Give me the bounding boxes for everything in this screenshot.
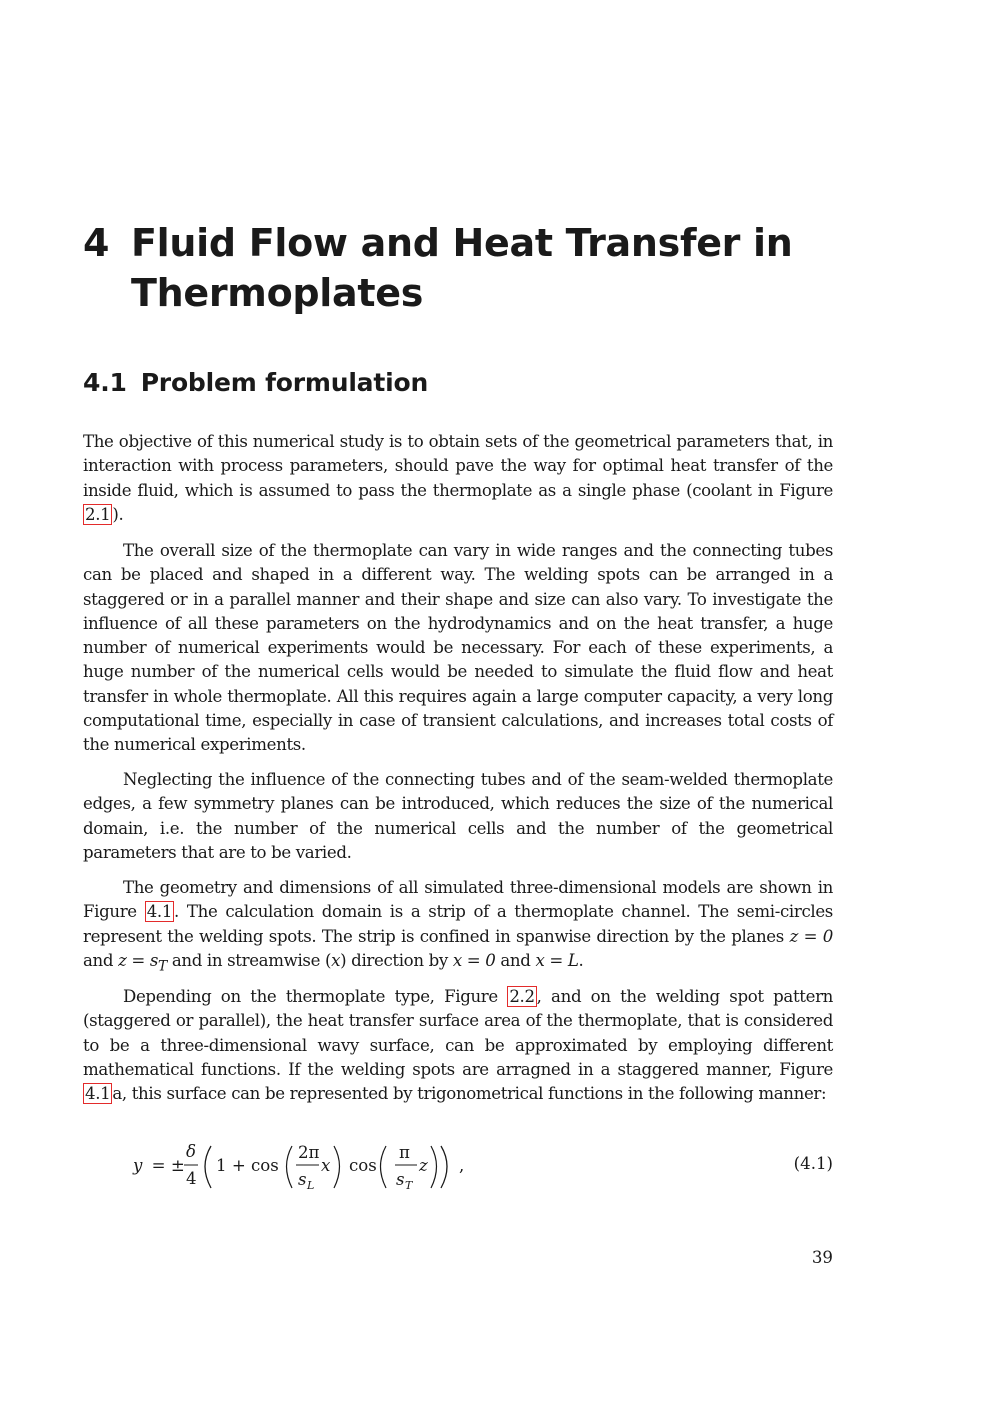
math-inline: z = s: [118, 950, 159, 970]
chapter-number: 4: [83, 221, 110, 265]
eq-four: 4: [186, 1169, 197, 1188]
eq-two-pi: 2π: [298, 1143, 320, 1162]
eq-pi: π: [399, 1143, 410, 1162]
paragraph-text: The geometry and dimensions of all simulated three-dimensional models are shown in Figure: [83, 878, 833, 922]
eq-right-paren: [431, 1146, 437, 1188]
paragraph-overall-size: [83, 539, 833, 758]
math-inline: x = 0: [452, 950, 496, 970]
math-inline: z = 0: [789, 926, 833, 946]
paragraph-text: ).: [112, 504, 124, 524]
figure-ref-4-1[interactable]: 4.1: [146, 902, 173, 922]
figure-ref-4-1a[interactable]: 4.1: [85, 1084, 111, 1104]
paragraph-text: ) direction by: [340, 950, 453, 970]
paragraph-symmetry: [83, 768, 833, 865]
eq-right-paren: [334, 1146, 340, 1188]
paragraph-text: The objective of this numerical study is to obtain sets of the geometrical parameters that, in interaction with process parameters, should pave the way for optimal heat transfer of the inside fluid, which is assumed to pass the thermoplate as a single phase (coolant in Figure: [83, 432, 833, 500]
paragraph-text: Neglecting the influence of the connecting tubes and of the seam-welded thermoplate edges, a few symmetry planes can be introduced, which reduces the size of the numerical domain, i.e. the number of the numerical cells and the number of the geometrical parameters that are to be varied.: [83, 770, 833, 862]
eq-one-plus-cos: 1 + cos: [216, 1156, 279, 1175]
section-heading: [83, 365, 843, 401]
paragraph-text: Depending on the thermoplate type, Figure: [123, 987, 508, 1006]
eq-delta: δ: [186, 1142, 196, 1161]
paragraph-geometry: [83, 876, 833, 979]
paragraph-text: and: [495, 950, 536, 970]
eq-left-paren: [287, 1146, 293, 1188]
section-title: Problem formulation: [140, 368, 429, 397]
paragraph-text: . The calculation domain is a strip of a thermoplate channel. The semi-circles represent the welding spots. The strip is confined in spanwise direction by the planes: [83, 902, 833, 946]
section-number: 4.1: [83, 368, 127, 397]
eq-lhs: y = ±: [133, 1156, 185, 1175]
eq-left-paren: [381, 1146, 387, 1188]
paragraph-text: and in streamwise (: [166, 950, 332, 970]
eq-sub-L: L: [307, 1179, 315, 1192]
equation-body: [83, 1140, 503, 1196]
eq-right-paren-outer: [441, 1146, 447, 1188]
eq-left-paren-outer: [205, 1146, 211, 1188]
paragraph-text: The overall size of the thermoplate can vary in wide ranges and the connecting tubes can be placed and shaped in a different way. The welding spots can be arranged in a staggered or in a parallel manner and their shape and size can also vary. To investigate the influence of all these parameters on the hydrodynamics and on the heat transfer, a huge number of numerical experiments would be necessary. For each of these experiments, a huge number of the numerical cells would be needed to simulate the fluid flow and heat transfer in whole thermoplate. All this requires again a large computer capacity, a very long computational time, especially in case of transient calculations, and increases total costs of the numerical experiments.: [83, 541, 833, 755]
paragraph-surface-function: [83, 985, 833, 1106]
chapter-title: Fluid Flow and Heat Transfer in Thermoplates: [131, 221, 793, 315]
equation-4-1: [83, 1140, 833, 1196]
eq-sub-T: T: [405, 1179, 413, 1192]
paragraph-text: .: [578, 950, 584, 970]
paragraph-objective: [83, 430, 833, 527]
eq-z: z: [419, 1156, 428, 1175]
paragraph-text: a: [112, 1084, 122, 1104]
eq-x: x: [321, 1156, 331, 1175]
paragraph-text: , this surface can be represented by trigonometrical functions in the following manner:: [121, 1084, 827, 1104]
math-inline: x = L: [535, 950, 579, 970]
math-inline: x: [331, 950, 341, 970]
math-subscript: T: [158, 958, 167, 975]
equation-number: (4.1): [793, 1154, 833, 1173]
paragraph-text: , and on the welding spot pattern (staggered or parallel), the heat transfer surface area of the thermoplate, that is considered to be a three-dimensional wavy surface, can be approximated by employing different mathematical functions. If the welding spots are arragned in a staggered manner, Figure: [83, 987, 833, 1079]
eq-s: s: [298, 1170, 307, 1189]
eq-comma: ,: [459, 1156, 465, 1175]
eq-cos: cos: [349, 1156, 377, 1175]
page-number: 39: [811, 1248, 833, 1267]
paragraph-text: and: [83, 950, 119, 970]
figure-ref-2-1[interactable]: 2.1: [85, 504, 111, 524]
figure-ref-2-2[interactable]: 2.2: [509, 987, 535, 1006]
eq-s: s: [396, 1170, 405, 1189]
